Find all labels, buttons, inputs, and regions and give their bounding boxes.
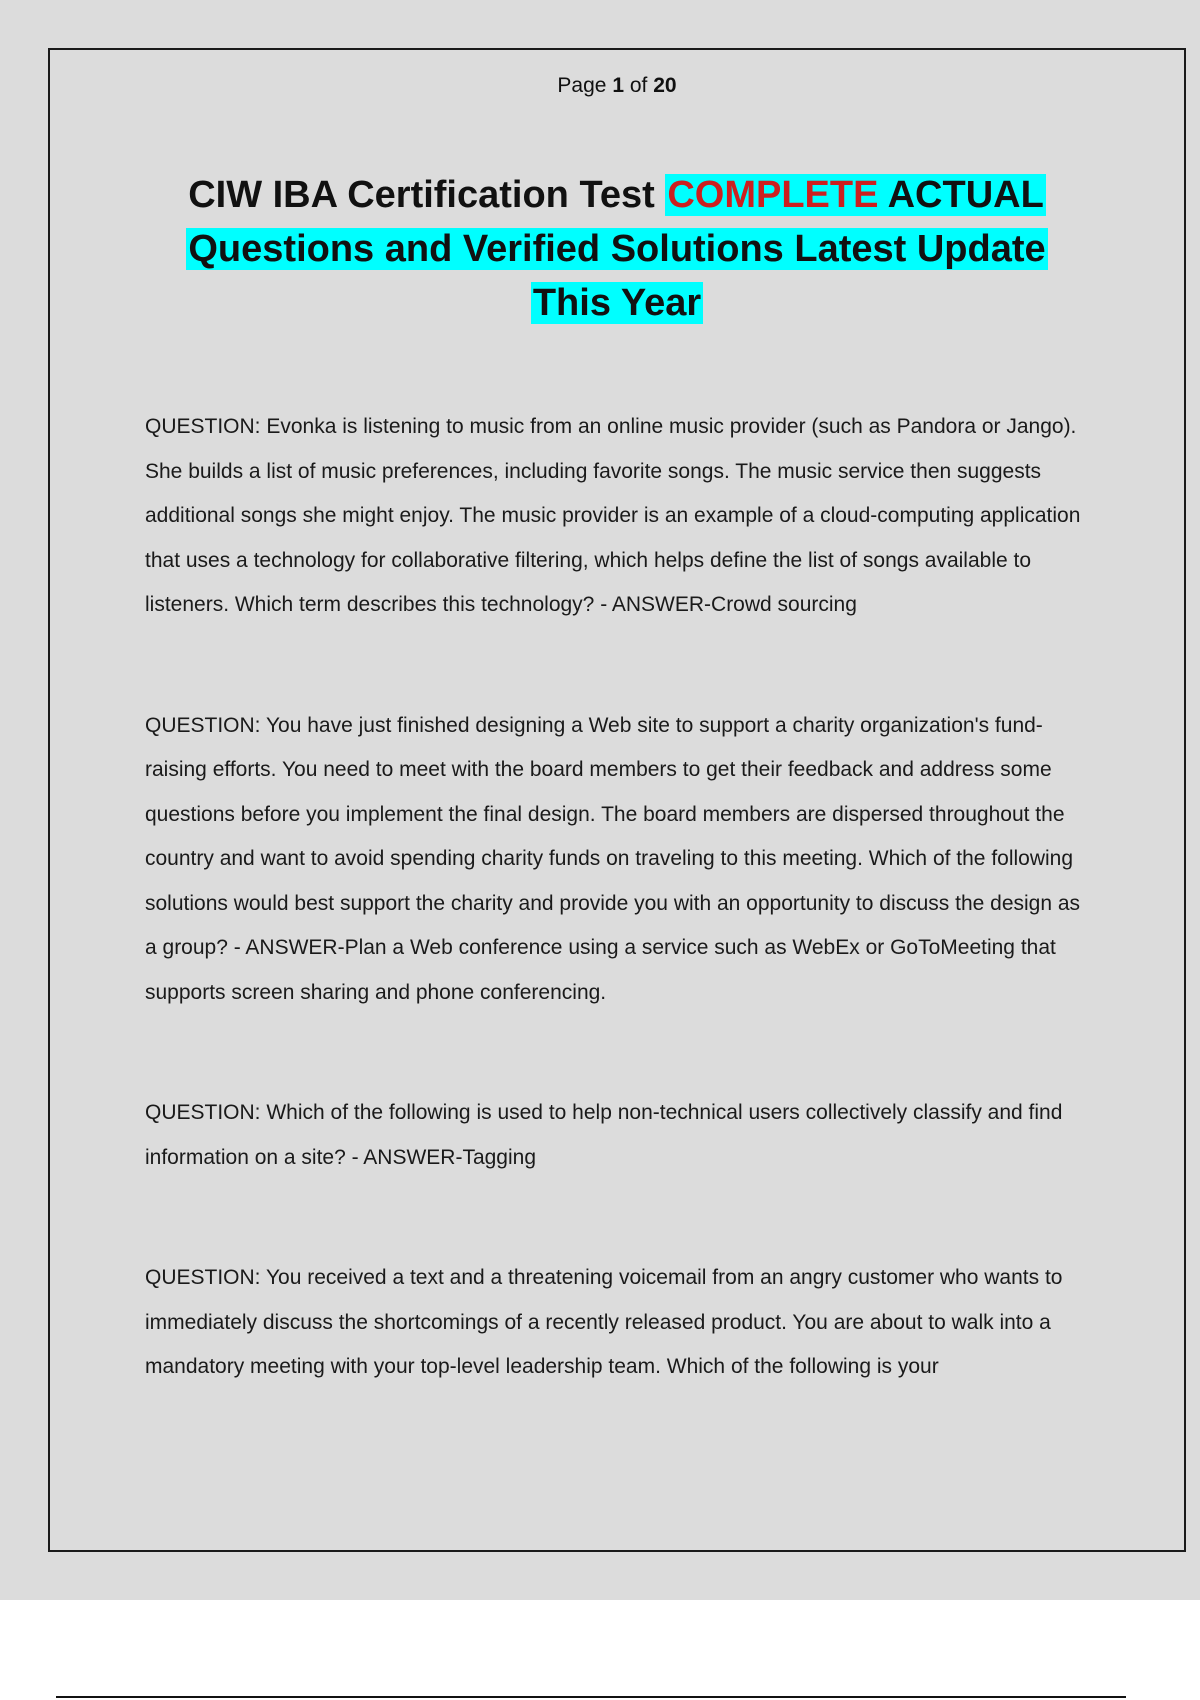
question-4: QUESTION: You received a text and a threatening voicemail from an angry customer who wants to immediately discuss the shortcomings of a recently released product. You are about to walk into a mandatory meeting with your top-level leadership team. Which of the following is your — [145, 1266, 1063, 1378]
title-line-2: Questions and Verified Solutions Latest Update — [188, 228, 1046, 270]
document-title — [140, 168, 1094, 330]
page-current: 1 — [612, 74, 624, 97]
question-list — [145, 405, 1095, 1466]
title-part-3: ACTUAL — [878, 174, 1044, 216]
question-2: QUESTION: You have just finished designing a Web site to support a charity organization's fund-raising efforts. You need to meet with the board members to get their feedback and address some questions before you implement the final design. The board members are dispersed throughout the country and want to avoid spending charity funds on traveling to this meeting. Which of the following solutions would best support the charity and provide you with an opportunity to discuss the design as a group? - ANSWER-Plan a Web conference using a service such as WebEx or GoToMeeting that supports screen sharing and phone conferencing. — [145, 713, 1081, 1004]
page-number — [0, 74, 1200, 98]
title-complete-word: COMPLETE — [667, 174, 879, 216]
title-line-3: This Year — [532, 282, 702, 324]
page-label: Page — [557, 74, 607, 97]
title-highlight-1 — [665, 174, 1045, 216]
page-total: 20 — [653, 74, 677, 97]
page-of: of — [629, 74, 648, 97]
title-part-1: CIW IBA Certification Test — [188, 174, 666, 216]
question-1: QUESTION: Evonka is listening to music from an online music provider (such as Pandora or Jango). She builds a list of music preferences, including favorite songs. The music service then suggests additional songs she might enjoy. The music provider is an example of a cloud-computing application that uses a technology for collaborative filtering, which helps define the list of songs available to listeners. Which term describes this technology? - ANSWER-Crowd sourcing — [145, 415, 1081, 616]
next-page-rule — [56, 1696, 1126, 1698]
question-3: QUESTION: Which of the following is used to help non-technical users collectively classify and find information on a site? - ANSWER-Tagging — [145, 1101, 1063, 1169]
